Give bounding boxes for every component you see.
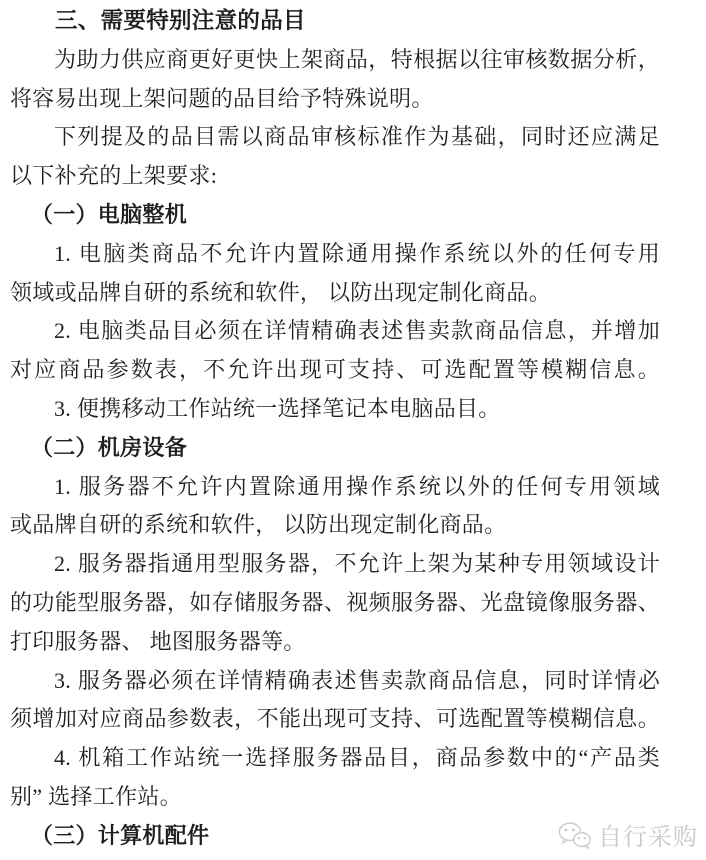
paragraph-line: 2. 电脑类品目必须在详情精确表述售卖款商品信息，并增加	[54, 318, 660, 344]
paragraph-line: 将容易出现上架问题的品目给予特殊说明。	[10, 85, 434, 111]
paragraph-line: 为助力供应商更好更快上架商品，特根据以往审核数据分析，	[54, 46, 660, 72]
paragraph-line: 或品牌自研的系统和软件， 以防出现定制化商品。	[10, 512, 507, 538]
watermark-label: 自行采购	[598, 824, 698, 851]
paragraph-line: 3. 便携移动工作站统一选择笔记本电脑品目。	[54, 395, 501, 421]
wechat-logo-icon	[558, 821, 591, 849]
paragraph-line: 须增加对应商品参数表，不能出现可支持、可选配置等模糊信息。	[10, 706, 660, 732]
subsection-heading: （三）计算机配件	[30, 822, 210, 848]
paragraph-line: 3. 服务器必须在详情精确表述售卖款商品信息，同时详情必	[54, 667, 660, 693]
paragraph-line: 下列提及的品目需以商品审核标准作为基础，同时还应满足	[54, 124, 660, 150]
section-title: 三、需要特别注意的品目	[55, 8, 306, 33]
paragraph-line: 1. 电脑类商品不允许内置除通用操作系统以外的任何专用	[54, 240, 660, 266]
paragraph-line: 对应商品参数表，不允许出现可支持、可选配置等模糊信息。	[10, 357, 660, 383]
paragraph-line: 领域或品牌自研的系统和软件， 以防出现定制化商品。	[10, 279, 552, 305]
watermark	[558, 817, 698, 852]
paragraph-line: 打印服务器、 地图服务器等。	[10, 628, 306, 654]
paragraph-line: 的功能型服务器，如存储服务器、视频服务器、光盘镜像服务器、	[10, 589, 660, 615]
document-body	[10, 2, 660, 856]
paragraph-line: 4. 机箱工作站统一选择服务器品目，商品参数中的“产品类	[54, 745, 660, 771]
subsection-heading: （一）电脑整机	[30, 201, 187, 227]
paragraph-line: 2. 服务器指通用型服务器，不允许上架为某种专用领域设计	[54, 551, 660, 577]
paragraph-line: 1. 服务器不允许内置除通用操作系统以外的任何专用领域	[54, 473, 660, 499]
paragraph-line: 以下补充的上架要求:	[10, 163, 218, 189]
paragraph-line: 别” 选择工作站。	[10, 783, 182, 809]
subsection-heading: （二）机房设备	[30, 434, 187, 460]
